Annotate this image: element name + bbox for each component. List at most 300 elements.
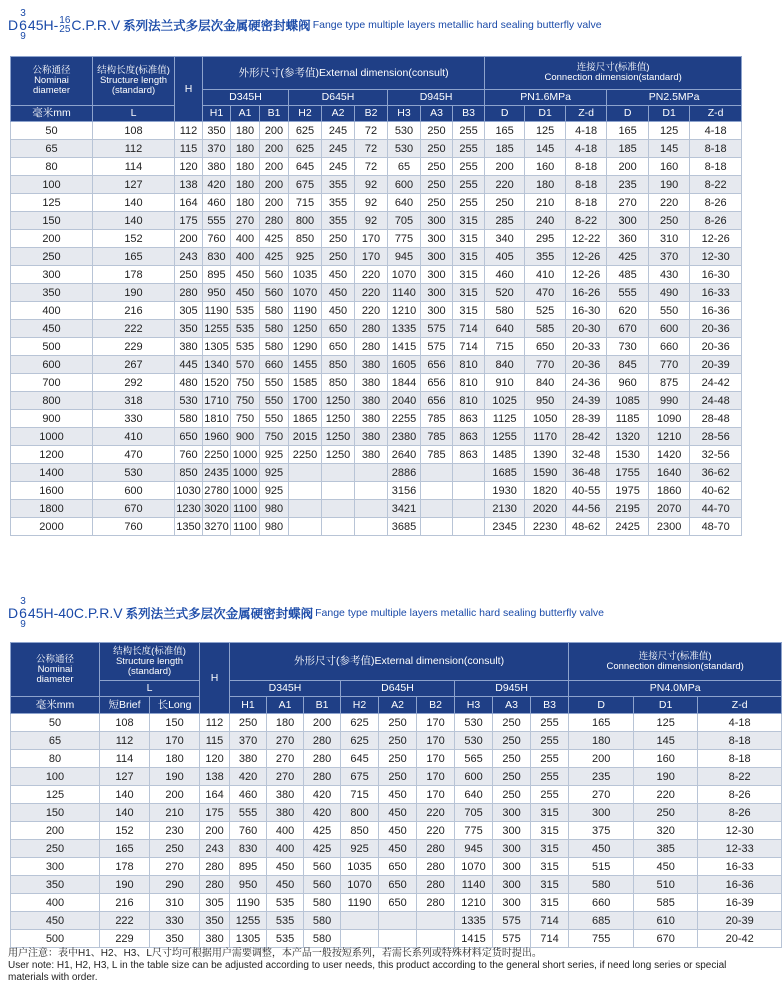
table-cell: 220 (355, 266, 388, 284)
header-d645h: D645H (289, 90, 388, 106)
table-cell: 280 (304, 750, 341, 768)
table-cell: 145 (525, 140, 566, 158)
table-cell: 1030 (175, 482, 203, 500)
table-cell: 250 (421, 158, 453, 176)
table-cell: 230 (150, 822, 200, 840)
table-cell: 280 (417, 876, 455, 894)
table-cell: 125 (634, 714, 698, 732)
table-cell: 220 (634, 786, 698, 804)
table-cell: 2250 (289, 446, 322, 464)
header-sub-a1-1: A1 (231, 106, 260, 122)
table-cell: 400 (267, 822, 304, 840)
table-cell: 170 (417, 768, 455, 786)
table-cell: 250 (150, 840, 200, 858)
table-row (11, 194, 742, 212)
table-cell: 1710 (203, 392, 231, 410)
table-cell: 450 (322, 266, 355, 284)
table-cell: 222 (100, 912, 150, 930)
spec-table-16-25 (10, 56, 742, 536)
table-cell: 180 (267, 714, 304, 732)
table-cell: 410 (93, 428, 175, 446)
table-cell: 3421 (388, 500, 421, 518)
table-cell: 270 (267, 732, 304, 750)
table-cell: 255 (531, 786, 569, 804)
table-cell: 200 (485, 158, 525, 176)
table-row (11, 768, 782, 786)
table-cell (453, 464, 485, 482)
table-cell: 140 (93, 194, 175, 212)
table-cell: 1960 (203, 428, 231, 446)
table-cell: 460 (230, 786, 267, 804)
table-cell: 243 (200, 840, 230, 858)
table-cell: 200 (175, 230, 203, 248)
table-cell: 280 (200, 876, 230, 894)
table-cell: 2040 (388, 392, 421, 410)
table-cell: 112 (93, 140, 175, 158)
table-cell: 270 (607, 194, 649, 212)
table-cell: 190 (100, 876, 150, 894)
table-cell: 2070 (649, 500, 690, 518)
table-cell: 600 (93, 482, 175, 500)
table-cell: 210 (150, 804, 200, 822)
table-cell: 420 (230, 768, 267, 786)
table-cell: 280 (355, 320, 388, 338)
table-cell: 640 (388, 194, 421, 212)
table-cell: 170 (355, 230, 388, 248)
table-cell: 425 (607, 248, 649, 266)
table-cell: 1070 (341, 876, 379, 894)
table-cell: 175 (200, 804, 230, 822)
table-cell: 1320 (607, 428, 649, 446)
table-cell: 760 (230, 822, 267, 840)
table-cell: 525 (525, 302, 566, 320)
table-row (11, 464, 742, 482)
table-cell: 200 (260, 176, 289, 194)
table-cell: 300 (493, 822, 531, 840)
table-cell: 1420 (649, 446, 690, 464)
table-cell: 535 (267, 912, 304, 930)
table-cell: 1035 (341, 858, 379, 876)
row-diameter-cell: 50 (11, 714, 100, 732)
row-diameter-cell: 350 (11, 284, 93, 302)
table-cell (453, 500, 485, 518)
row-diameter-cell: 125 (11, 786, 100, 804)
table-cell: 3156 (388, 482, 421, 500)
table-cell: 250 (379, 750, 417, 768)
table-cell: 243 (175, 248, 203, 266)
table-cell: 810 (453, 374, 485, 392)
table-cell: 270 (569, 786, 634, 804)
table-cell: 255 (531, 714, 569, 732)
table-cell: 625 (341, 714, 379, 732)
table-cell: 16-39 (698, 894, 782, 912)
table-cell: 24-36 (566, 374, 607, 392)
table-cell: 785 (421, 428, 453, 446)
table-cell: 2780 (203, 482, 231, 500)
header-sub-h2-3: H2 (289, 106, 322, 122)
header-sub-h1-0: H1 (203, 106, 231, 122)
table-cell: 8-22 (698, 768, 782, 786)
table-cell: 3270 (203, 518, 231, 536)
table-cell: 675 (289, 176, 322, 194)
table-cell: 152 (100, 822, 150, 840)
row-diameter-cell: 1200 (11, 446, 93, 464)
table-cell: 380 (267, 786, 304, 804)
table-cell: 370 (649, 248, 690, 266)
table-cell: 1455 (289, 356, 322, 374)
table-cell (322, 518, 355, 536)
table-cell: 220 (417, 822, 455, 840)
table-cell: 450 (322, 284, 355, 302)
table-cell (379, 912, 417, 930)
table-cell: 1755 (607, 464, 649, 482)
table-cell: 1250 (322, 446, 355, 464)
table-cell: 300 (421, 266, 453, 284)
table-cell: 560 (304, 876, 341, 894)
model-stack (19, 597, 27, 629)
row-diameter-cell: 250 (11, 840, 100, 858)
table-cell: 580 (569, 876, 634, 894)
table-cell: 220 (355, 302, 388, 320)
table-cell: 875 (649, 374, 690, 392)
table-cell: 250 (379, 732, 417, 750)
table-cell: 250 (421, 194, 453, 212)
header-nominal-diameter: 公称通径 Nominai diameter (11, 57, 93, 106)
table-cell (453, 518, 485, 536)
table-cell: 250 (421, 122, 453, 140)
table-cell: 575 (493, 930, 531, 948)
table-cell: 1035 (289, 266, 322, 284)
header-h: H (175, 57, 203, 122)
table-cell: 840 (525, 374, 566, 392)
table-cell: 180 (231, 176, 260, 194)
table-cell: 115 (200, 732, 230, 750)
table-cell: 715 (485, 338, 525, 356)
table-cell: 1930 (485, 482, 525, 500)
table-cell: 292 (93, 374, 175, 392)
table-cell: 850 (341, 822, 379, 840)
table-cell: 145 (634, 732, 698, 750)
table-cell (341, 930, 379, 948)
header-sub-a2-4: A2 (322, 106, 355, 122)
table-cell: 32-56 (690, 446, 742, 464)
header-sub-b2-5: B2 (355, 106, 388, 122)
table-cell: 165 (569, 714, 634, 732)
model-pressure-fraction (59, 16, 70, 34)
table-cell: 8-26 (698, 804, 782, 822)
table-row (11, 714, 782, 732)
table-cell: 645 (289, 158, 322, 176)
table-cell: 900 (231, 428, 260, 446)
table-cell: 570 (231, 356, 260, 374)
table-cell: 750 (231, 374, 260, 392)
table-cell: 229 (93, 338, 175, 356)
table-cell: 250 (493, 786, 531, 804)
header-sub-a3-7: A3 (421, 106, 453, 122)
table1-model-code (8, 9, 120, 41)
table-cell: 575 (421, 320, 453, 338)
table-cell: 108 (93, 122, 175, 140)
row-diameter-cell: 300 (11, 858, 100, 876)
table-cell: 315 (531, 822, 569, 840)
table-cell: 255 (453, 122, 485, 140)
table-row (11, 930, 782, 948)
table-cell: 380 (355, 410, 388, 428)
table-cell: 12-30 (698, 822, 782, 840)
table-cell: 140 (100, 786, 150, 804)
table-cell: 200 (260, 122, 289, 140)
table-cell: 555 (230, 804, 267, 822)
table-cell: 1685 (485, 464, 525, 482)
table-cell: 160 (525, 158, 566, 176)
table-cell: 380 (203, 158, 231, 176)
table-cell: 1290 (289, 338, 322, 356)
table-cell: 170 (150, 732, 200, 750)
table-cell: 2425 (607, 518, 649, 536)
table-cell (355, 464, 388, 482)
table-cell: 44-70 (690, 500, 742, 518)
table-cell: 245 (322, 140, 355, 158)
table-cell (355, 518, 388, 536)
table-cell: 180 (231, 140, 260, 158)
table-cell: 1185 (607, 410, 649, 428)
table-cell: 520 (485, 284, 525, 302)
table-cell: 300 (569, 804, 634, 822)
table-cell: 170 (355, 248, 388, 266)
table-cell: 670 (634, 930, 698, 948)
row-diameter-cell: 65 (11, 732, 100, 750)
table-cell: 32-48 (566, 446, 607, 464)
table-cell: 650 (525, 338, 566, 356)
table-cell: 250 (175, 266, 203, 284)
table-cell (421, 518, 453, 536)
table-cell: 36-62 (690, 464, 742, 482)
table-cell: 250 (379, 714, 417, 732)
table-cell (355, 482, 388, 500)
table-cell: 250 (421, 140, 453, 158)
model-suffix: C.P.R.V (71, 17, 121, 33)
table-cell: 295 (525, 230, 566, 248)
table-cell: 800 (341, 804, 379, 822)
table-cell: 92 (355, 212, 388, 230)
table-cell: 20-42 (698, 930, 782, 948)
table-cell: 200 (304, 714, 341, 732)
table-cell: 222 (93, 320, 175, 338)
table-cell: 180 (150, 750, 200, 768)
model-stack-top: 3 (20, 8, 26, 19)
table-cell: 92 (355, 194, 388, 212)
table-cell: 650 (175, 428, 203, 446)
table-cell: 20-36 (690, 338, 742, 356)
table-cell: 12-26 (566, 266, 607, 284)
table-cell: 250 (493, 768, 531, 786)
model-middle: 45H- (27, 17, 59, 33)
table-cell: 770 (649, 356, 690, 374)
table-cell: 235 (569, 768, 634, 786)
table-cell: 1070 (388, 266, 421, 284)
table-cell: 1305 (230, 930, 267, 948)
table-cell: 530 (388, 140, 421, 158)
row-diameter-cell: 80 (11, 158, 93, 176)
table-cell: 1255 (230, 912, 267, 930)
table2-title-cn: 系列法兰式多层次金属硬密封蝶阀 (125, 607, 314, 621)
table-cell: 3020 (203, 500, 231, 518)
table-cell: 12-26 (690, 230, 742, 248)
table-cell: 2345 (485, 518, 525, 536)
table-cell: 8-18 (566, 176, 607, 194)
table-cell: 1350 (175, 518, 203, 536)
model-stack (19, 9, 27, 41)
table-cell: 760 (93, 518, 175, 536)
table-cell: 315 (453, 212, 485, 230)
table-cell: 190 (649, 176, 690, 194)
table-cell: 300 (493, 858, 531, 876)
table-cell: 1390 (525, 446, 566, 464)
table-cell: 575 (421, 338, 453, 356)
table-cell: 550 (260, 392, 289, 410)
table-cell: 310 (649, 230, 690, 248)
table-cell: 220 (485, 176, 525, 194)
table-cell: 170 (417, 786, 455, 804)
table-cell: 370 (203, 140, 231, 158)
table-cell: 250 (421, 176, 453, 194)
header-external-dimension: 外形尺寸(参考值)External dimension(consult) (203, 57, 485, 90)
table-cell (453, 482, 485, 500)
table-cell: 229 (100, 930, 150, 948)
table-cell: 12-22 (566, 230, 607, 248)
table-cell: 380 (355, 392, 388, 410)
table-cell: 410 (525, 266, 566, 284)
table-cell: 180 (569, 732, 634, 750)
table-cell: 4-18 (690, 122, 742, 140)
table-cell: 910 (485, 374, 525, 392)
table-cell: 8-18 (690, 158, 742, 176)
table-cell: 216 (93, 302, 175, 320)
table-row (11, 176, 742, 194)
table-cell: 180 (231, 122, 260, 140)
table-cell: 420 (304, 786, 341, 804)
table-cell: 255 (453, 158, 485, 176)
table-cell: 420 (203, 176, 231, 194)
table-cell: 8-22 (566, 212, 607, 230)
table-cell: 2380 (388, 428, 421, 446)
table-cell: 450 (379, 840, 417, 858)
table-cell: 16-30 (566, 302, 607, 320)
table-cell: 714 (453, 320, 485, 338)
table-cell: 375 (569, 822, 634, 840)
table-cell: 340 (485, 230, 525, 248)
table-cell: 315 (531, 804, 569, 822)
table-cell (421, 500, 453, 518)
table-cell: 550 (260, 374, 289, 392)
table-cell: 1090 (649, 410, 690, 428)
table-cell: 140 (100, 804, 150, 822)
table-cell (322, 464, 355, 482)
table-cell: 530 (455, 714, 493, 732)
table-cell: 355 (322, 194, 355, 212)
table-cell: 280 (304, 732, 341, 750)
table-cell (379, 930, 417, 948)
table-cell: 675 (341, 768, 379, 786)
table-cell: 565 (455, 750, 493, 768)
table-cell: 255 (531, 732, 569, 750)
table-cell: 16-30 (690, 266, 742, 284)
table-cell: 285 (485, 212, 525, 230)
table-cell: 245 (322, 122, 355, 140)
table-cell: 290 (150, 876, 200, 894)
table-cell: 36-48 (566, 464, 607, 482)
table-cell: 165 (93, 248, 175, 266)
table-cell: 165 (100, 840, 150, 858)
table-cell: 850 (175, 464, 203, 482)
table-cell: 120 (200, 750, 230, 768)
header-sub-d1-13: D1 (649, 106, 690, 122)
table-cell: 280 (200, 858, 230, 876)
table-cell: 178 (93, 266, 175, 284)
fraction-top: 16 (59, 15, 71, 26)
table-cell: 1605 (388, 356, 421, 374)
row-diameter-cell: 300 (11, 266, 93, 284)
table-row (11, 482, 742, 500)
header-sub-d1-10: D1 (634, 697, 698, 714)
table-cell: 310 (150, 894, 200, 912)
table-cell: 216 (100, 894, 150, 912)
table-cell: 4-18 (566, 122, 607, 140)
fraction-bottom: 25 (59, 24, 71, 35)
table-cell: 152 (93, 230, 175, 248)
table1-title (8, 2, 602, 48)
row-diameter-cell: 1600 (11, 482, 93, 500)
table-cell: 180 (525, 176, 566, 194)
table-cell: 160 (649, 158, 690, 176)
table-cell: 255 (531, 750, 569, 768)
table-cell: 380 (355, 374, 388, 392)
table-cell: 1590 (525, 464, 566, 482)
model-stack-top: 3 (20, 596, 26, 607)
table-cell: 178 (100, 858, 150, 876)
table-cell: 800 (289, 212, 322, 230)
header-d345h: D345H (230, 681, 341, 697)
table-cell: 450 (231, 266, 260, 284)
table-cell: 656 (421, 374, 453, 392)
table-cell: 1640 (649, 464, 690, 482)
table-cell: 24-48 (690, 392, 742, 410)
table-cell (289, 518, 322, 536)
table-cell: 300 (421, 248, 453, 266)
table-cell: 580 (260, 302, 289, 320)
table-cell: 714 (531, 930, 569, 948)
table-cell: 300 (493, 894, 531, 912)
table-cell: 300 (493, 804, 531, 822)
table-cell: 450 (379, 822, 417, 840)
table-cell: 670 (93, 500, 175, 518)
table-cell: 280 (304, 768, 341, 786)
table-cell: 16-33 (698, 858, 782, 876)
table-cell: 2886 (388, 464, 421, 482)
table-cell: 863 (453, 410, 485, 428)
table-cell: 1585 (289, 374, 322, 392)
table-row (11, 876, 782, 894)
table-cell: 785 (421, 446, 453, 464)
table-row (11, 804, 782, 822)
table-cell: 2640 (388, 446, 421, 464)
table-cell: 1100 (231, 500, 260, 518)
table-cell: 1810 (203, 410, 231, 428)
row-diameter-cell: 450 (11, 320, 93, 338)
table-cell: 24-39 (566, 392, 607, 410)
table-cell: 28-56 (690, 428, 742, 446)
table-cell: 450 (379, 786, 417, 804)
